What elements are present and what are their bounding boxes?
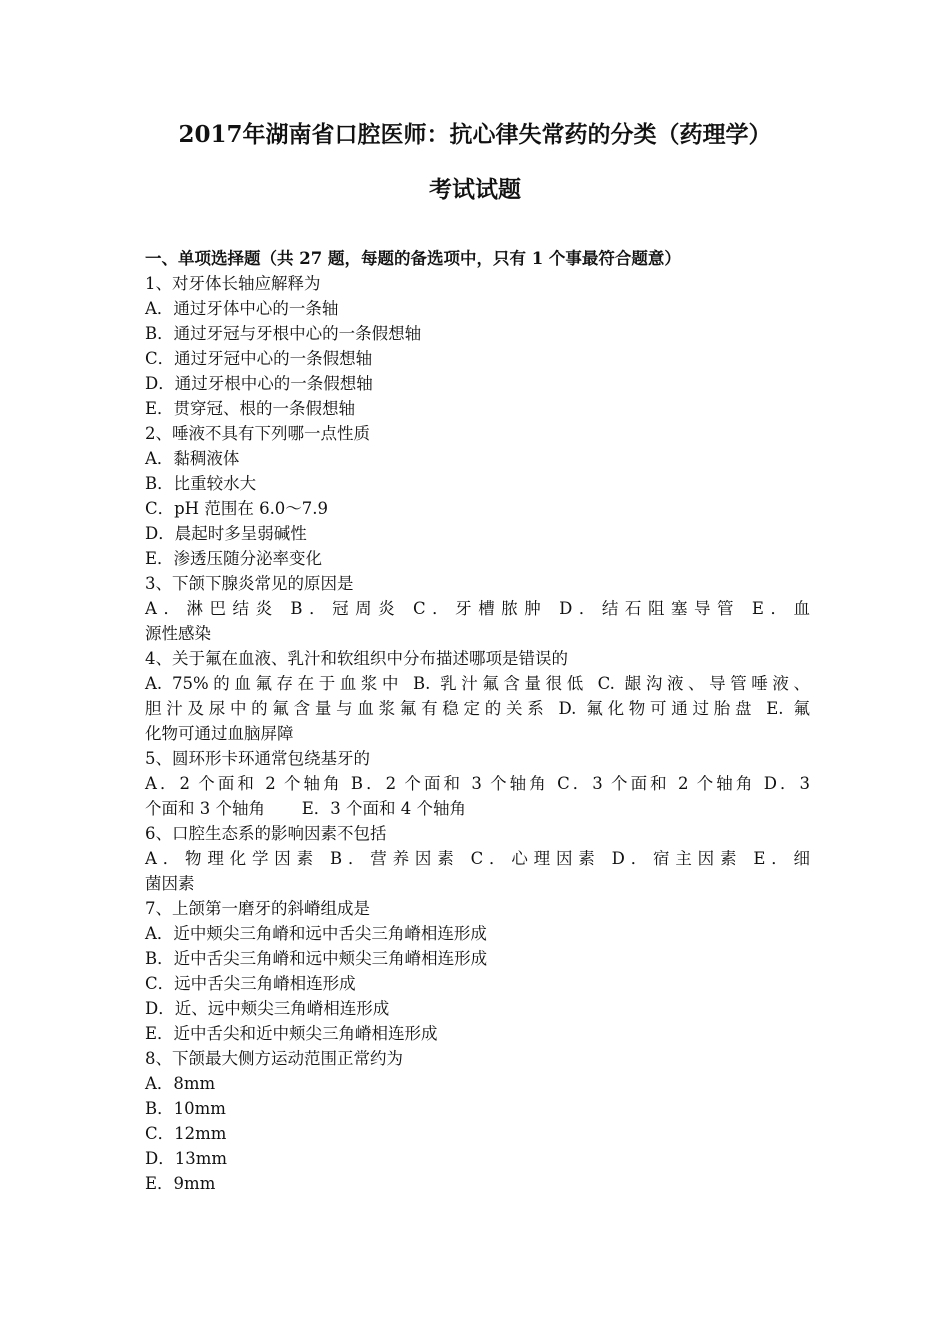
- question-5: [145, 746, 810, 821]
- option-e: E．3 个面和 4 个轴角: [301, 799, 466, 818]
- option-e-continued: 源性感染: [145, 624, 211, 643]
- options-line: [145, 771, 810, 796]
- option-a: A．2 个面和 2 个轴角: [145, 774, 343, 793]
- option-c-continued: 胆汁及尿中的氟含量与血浆氟有稳定的关系: [145, 699, 549, 718]
- question-stem: 7、上颌第一磨牙的斜嵴组成是: [145, 899, 370, 918]
- option-a: A．近中颊尖三角嵴和远中舌尖三角嵴相连形成: [145, 924, 487, 943]
- option-e-continued: 菌因素: [145, 874, 195, 893]
- option-a: A. 75%的血氟存在于血浆中: [145, 674, 404, 693]
- question-1: [145, 271, 810, 421]
- question-3: [145, 571, 810, 646]
- question-stem: 4、关于氟在血液、乳汁和软组织中分布描述哪项是错误的: [145, 649, 568, 668]
- option-d: D．结石阻塞导管: [559, 599, 741, 618]
- question-stem: 1、对牙体长轴应解释为: [145, 274, 321, 293]
- option-e: E．血: [751, 599, 810, 618]
- options-line: [145, 721, 810, 746]
- option-b: B．10mm: [145, 1099, 226, 1118]
- options-line: [145, 696, 810, 721]
- option-d: D. 氟化物可通过胎盘: [558, 699, 757, 718]
- option-c: C．12mm: [145, 1124, 227, 1143]
- options-line: [145, 671, 810, 696]
- question-stem: 3、下颌下腺炎常见的原因是: [145, 574, 354, 593]
- option-b: B．营养因素: [330, 849, 460, 868]
- option-c: C．3 个面和 2 个轴角: [557, 774, 756, 793]
- option-a: A．通过牙体中心的一条轴: [145, 299, 339, 318]
- option-e: E．近中舌尖和近中颊尖三角嵴相连形成: [145, 1024, 438, 1043]
- option-e-continued: 化物可通过血脑屏障: [145, 724, 294, 743]
- option-d-continued: 个面和 3 个轴角: [145, 799, 265, 818]
- option-a: A．黏稠液体: [145, 449, 240, 468]
- option-b: B．比重较水大: [145, 474, 257, 493]
- options-line: [145, 796, 810, 821]
- question-stem: 8、下颌最大侧方运动范围正常约为: [145, 1049, 403, 1068]
- question-8: [145, 1046, 810, 1196]
- question-stem: 2、唾液不具有下列哪一点性质: [145, 424, 370, 443]
- question-6: [145, 821, 810, 896]
- question-2: [145, 421, 810, 571]
- question-4: [145, 646, 810, 746]
- option-c: C．pH 范围在 6.0～7.9: [145, 499, 329, 518]
- question-7: [145, 896, 810, 1046]
- option-d: D．3: [763, 774, 811, 793]
- option-b: B．近中舌尖三角嵴和远中颊尖三角嵴相连形成: [145, 949, 488, 968]
- options-line: [145, 846, 810, 871]
- option-d: D．13mm: [145, 1149, 228, 1168]
- option-e: E．渗透压随分泌率变化: [145, 549, 323, 568]
- option-c: C. 龈沟液、导管唾液、: [597, 674, 810, 693]
- option-c: C．远中舌尖三角嵴相连形成: [145, 974, 356, 993]
- option-c: C．通过牙冠中心的一条假想轴: [145, 349, 373, 368]
- option-c: C．牙槽脓肿: [412, 599, 548, 618]
- option-d: D．近、远中颊尖三角嵴相连形成: [145, 999, 390, 1018]
- options-line: [145, 871, 810, 896]
- option-d: D．通过牙根中心的一条假想轴: [145, 374, 373, 393]
- option-d: D．晨起时多呈弱碱性: [145, 524, 307, 543]
- option-e: E．细: [753, 849, 811, 868]
- option-a: A．8mm: [145, 1074, 216, 1093]
- option-b: B．冠周炎: [290, 599, 402, 618]
- option-e: E．9mm: [145, 1174, 216, 1193]
- option-e: E．贯穿冠、根的一条假想轴: [145, 399, 356, 418]
- question-stem: 6、口腔生态系的影响因素不包括: [145, 824, 387, 843]
- option-d: D．宿主因素: [611, 849, 743, 868]
- document-body: [145, 246, 810, 1196]
- options-line: [145, 596, 810, 621]
- option-e: E. 氟: [766, 699, 810, 718]
- option-c: C．心理因素: [470, 849, 601, 868]
- option-a: A．物理化学因素: [145, 849, 319, 868]
- document-title-line-1: 2017年湖南省口腔医师：抗心律失常药的分类（药理学）: [178, 121, 772, 148]
- option-b: B．通过牙冠与牙根中心的一条假想轴: [145, 324, 422, 343]
- options-line: [145, 621, 810, 646]
- document-title-line-2: 考试试题: [429, 176, 521, 203]
- option-b: B. 乳汁氟含量很低: [412, 674, 588, 693]
- option-b: B．2 个面和 3 个轴角: [350, 774, 549, 793]
- question-stem: 5、圆环形卡环通常包绕基牙的: [145, 749, 370, 768]
- option-a: A．淋巴结炎: [145, 599, 279, 618]
- section-heading: 一、单项选择题（共 27 题，每题的备选项中，只有 1 个事最符合题意）: [145, 249, 681, 268]
